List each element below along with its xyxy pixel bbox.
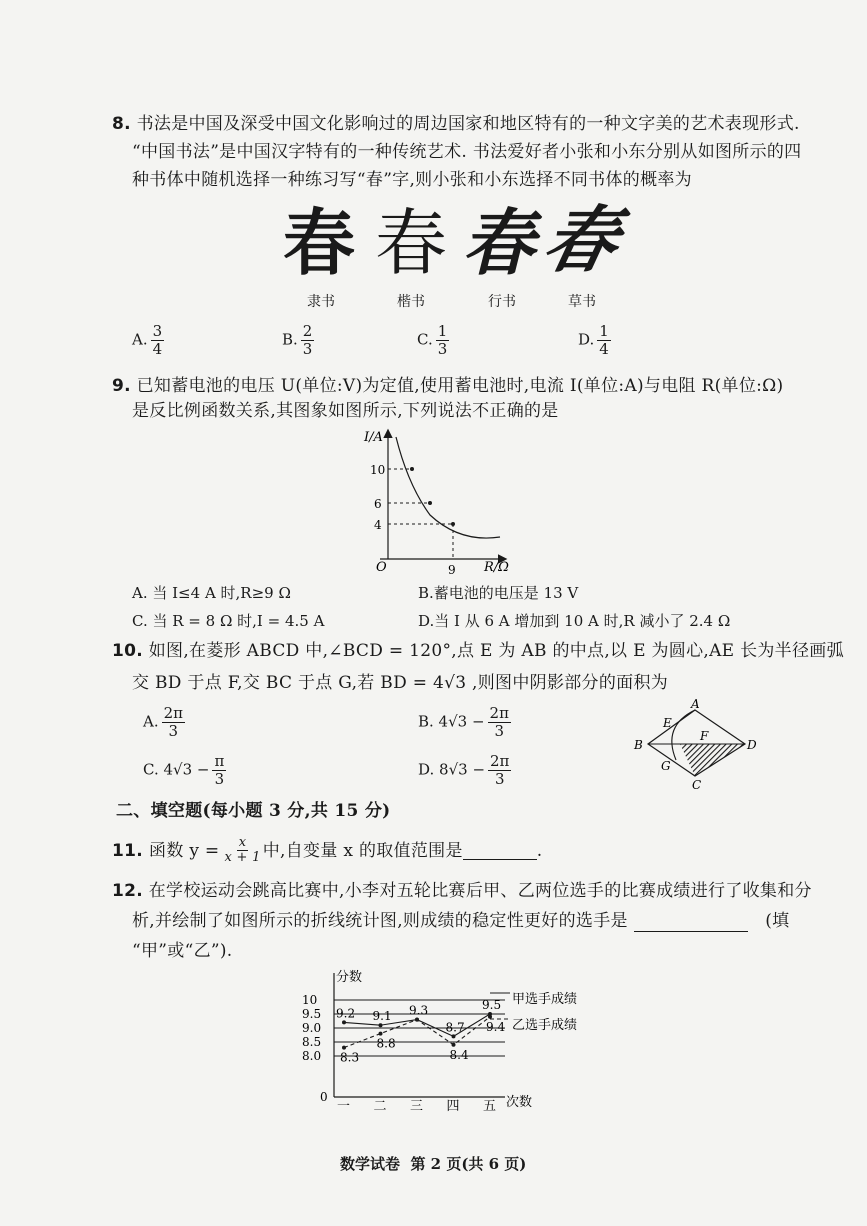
- q11-end: .: [536, 840, 543, 861]
- option-label: C. 4√3 −: [143, 760, 210, 779]
- q9-option-a[interactable]: A. 当 I≤4 A 时,R≥9 Ω: [132, 584, 291, 602]
- chart-x-tick: 一: [337, 1099, 351, 1114]
- origin-label: O: [376, 560, 387, 575]
- option-label: D.: [578, 330, 595, 349]
- q8-option-b[interactable]: [282, 323, 314, 358]
- style-label-caoshu: 草书: [568, 294, 596, 310]
- q8-number: 8.: [112, 114, 131, 134]
- series-point-b: [379, 1032, 383, 1036]
- fraction: [212, 753, 226, 788]
- denominator: 3: [494, 722, 505, 740]
- q9-text-1: 已知蓄电池的电压 U(单位:V)为定值,使用蓄电池时,电流 I(单位:A)与电阻 R(单位:Ω): [136, 376, 784, 396]
- section-2-heading: 二、填空题(每小题 3 分,共 15 分): [116, 801, 391, 821]
- data-label-a: 9.5: [482, 998, 502, 1012]
- score-line-chart: [300, 965, 600, 1115]
- point-e-label: E: [663, 716, 672, 730]
- rhombus-figure: [630, 698, 760, 793]
- calligraphy-lishu: 春: [283, 200, 356, 285]
- numerator: π: [214, 752, 225, 770]
- chart-y-tick: 8.0: [302, 1049, 322, 1063]
- numerator: 2π: [489, 704, 509, 722]
- series-point-a: [379, 1023, 383, 1027]
- point-g-label: G: [661, 759, 671, 773]
- fraction: [301, 323, 315, 358]
- y-tick-4: 4: [374, 518, 382, 532]
- series-point-b: [342, 1046, 346, 1050]
- point-b-label: B: [634, 738, 643, 752]
- numerator: 1: [599, 322, 609, 340]
- q11-answer-blank[interactable]: [463, 841, 537, 860]
- fraction: [488, 705, 511, 740]
- data-label-a: 9.3: [409, 1003, 429, 1018]
- q10-option-a[interactable]: [143, 705, 185, 740]
- chart-x-label: 次数: [506, 1095, 533, 1110]
- denominator: 3: [214, 770, 225, 788]
- q11-fraction: [222, 836, 262, 865]
- numerator: 3: [152, 322, 163, 340]
- q8-option-a[interactable]: [132, 323, 164, 358]
- denominator: 3: [168, 722, 179, 740]
- q10-option-d[interactable]: [418, 753, 511, 788]
- data-label-b: 8.8: [376, 1036, 396, 1051]
- point-10: [410, 467, 414, 471]
- numerator: 2: [302, 322, 313, 340]
- fraction: [488, 753, 511, 788]
- q9-option-b[interactable]: B.蓄电池的电压是 13 V: [418, 584, 579, 602]
- chart-y-tick: 8.5: [302, 1035, 322, 1049]
- shaded-region: [680, 744, 745, 776]
- chart-y-tick: 0: [320, 1090, 328, 1104]
- denominator: 4: [599, 340, 609, 358]
- data-label-a: 9.1: [372, 1009, 392, 1024]
- data-label-a: 8.7: [445, 1020, 465, 1035]
- q11-post: 中,自变量 x 的取值范围是: [262, 840, 463, 861]
- style-label-kaishu: 楷书: [397, 294, 425, 310]
- option-label: B. 4√3 −: [418, 712, 485, 731]
- fraction: [436, 323, 450, 358]
- numerator: 2π: [163, 704, 184, 722]
- fraction: [597, 323, 611, 358]
- option-label: A.: [132, 330, 148, 349]
- numerator: 1: [437, 322, 448, 340]
- series-point-a: [452, 1034, 456, 1038]
- option-label: B.: [282, 330, 298, 349]
- fraction: [162, 705, 185, 740]
- q10-option-c[interactable]: [143, 753, 226, 788]
- denominator: 4: [152, 340, 163, 358]
- numerator: 2π: [490, 752, 510, 770]
- chart-y-tick: 10: [302, 993, 318, 1007]
- q12-number: 12.: [112, 881, 144, 901]
- denominator: 3: [437, 340, 448, 358]
- chart-x-tick: 二: [373, 1099, 387, 1114]
- q9-option-d[interactable]: D.当 I 从 6 A 增加到 10 A 时,R 减小了 2.4 Ω: [418, 612, 731, 630]
- q10-number: 10.: [112, 641, 144, 661]
- q11-pre: 函数 y =: [149, 840, 220, 861]
- point-d-label: D: [747, 738, 757, 752]
- point-c-label: C: [692, 778, 702, 792]
- calligraphy-xingshu: 春: [462, 200, 535, 285]
- option-label: D. 8√3 −: [418, 760, 486, 779]
- q11-number: 11.: [112, 840, 144, 861]
- series-point-b: [452, 1043, 456, 1047]
- chart-x-tick: 五: [483, 1099, 497, 1114]
- y-tick-10: 10: [370, 463, 386, 477]
- q11-line: [112, 836, 542, 865]
- denominator: 3: [494, 770, 505, 788]
- q12-text-2: 析,并绘制了如图所示的折线统计图,则成绩的稳定性更好的选手是: [132, 911, 628, 931]
- x-axis-label: R/Ω: [484, 560, 509, 575]
- chart-x-tick: 四: [446, 1099, 460, 1114]
- series-point-a: [342, 1020, 346, 1024]
- point-6: [428, 501, 432, 505]
- denominator: x + 1: [224, 850, 261, 865]
- q8-option-c[interactable]: [417, 323, 449, 358]
- hyperbola-curve: [396, 437, 500, 538]
- data-label-b: 8.3: [340, 1050, 360, 1065]
- point-a-label: A: [691, 698, 700, 711]
- q9-line1: [112, 375, 784, 397]
- inverse-function-graph: [360, 425, 520, 575]
- q10-text-1: 如图,在菱形 ABCD 中,∠BCD = 120°,点 E 为 AB 的中点,以 E 为圆心,AE 长为半径画弧: [148, 641, 844, 661]
- page-footer: 数学试卷 第 2 页(共 6 页): [340, 1155, 527, 1173]
- legend-series-b: 乙选手成绩: [512, 1018, 578, 1033]
- style-label-lishu: 隶书: [307, 294, 335, 310]
- series-point-b: [415, 1018, 419, 1022]
- chart-x-tick: 三: [410, 1099, 424, 1114]
- q9-line2: 是反比例函数关系,其图象如图所示,下列说法不正确的是: [132, 401, 559, 421]
- option-label: C.: [417, 330, 433, 349]
- fraction: [151, 323, 165, 358]
- q8-text-1: 书法是中国及深受中国文化影响过的周边国家和地区特有的一种文字美的艺术表现形式.: [136, 114, 800, 134]
- q9-option-c[interactable]: C. 当 R = 8 Ω 时,I = 4.5 A: [132, 612, 325, 630]
- q12-text-fill: (填: [765, 911, 790, 931]
- x-tick-9: 9: [448, 563, 456, 575]
- data-label-b: 8.4: [449, 1047, 469, 1062]
- q8-line3: 种书体中随机选择一种练习写“春”字,则小张和小东选择不同书体的概率为: [132, 170, 692, 190]
- y-tick-6: 6: [374, 497, 382, 511]
- q12-line2: [132, 910, 789, 932]
- chart-y-tick: 9.0: [302, 1021, 322, 1035]
- denominator: 3: [302, 340, 313, 358]
- legend-series-a: 甲选手成绩: [512, 992, 578, 1007]
- q12-line3: “甲”或“乙”).: [132, 941, 233, 961]
- data-label-a: 9.2: [336, 1006, 356, 1021]
- y-axis-label: I/A: [364, 430, 383, 445]
- data-label-b: 9.4: [486, 1019, 506, 1034]
- q12-line1: [112, 880, 812, 902]
- q12-text-1: 在学校运动会跳高比赛中,小李对五轮比赛后甲、乙两位选手的比赛成绩进行了收集和分: [148, 881, 812, 901]
- calligraphy-caoshu: 春: [536, 197, 627, 282]
- point-f-label: F: [700, 729, 709, 743]
- q10-option-b[interactable]: [418, 705, 511, 740]
- q8-option-d[interactable]: [578, 323, 611, 358]
- style-label-xingshu: 行书: [488, 294, 516, 310]
- q10-line2: 交 BD 于点 F,交 BC 于点 G,若 BD = 4√3 ,则图中阴影部分的面积为: [132, 673, 669, 693]
- series-point-b: [488, 1015, 492, 1019]
- q10-line1: [112, 640, 844, 662]
- q12-answer-blank[interactable]: [634, 913, 748, 932]
- chart-y-label: 分数: [336, 970, 363, 985]
- chart-y-tick: 9.5: [302, 1007, 322, 1021]
- calligraphy-kaishu: 春: [375, 201, 448, 285]
- q8-line2: “中国书法”是中国汉字特有的一种传统艺术. 书法爱好者小张和小东分别从如图所示的四: [132, 142, 802, 162]
- numerator: x: [238, 835, 247, 850]
- q9-number: 9.: [112, 376, 131, 396]
- point-4: [451, 522, 455, 526]
- option-label: A.: [143, 712, 159, 731]
- q8-line1: [112, 113, 800, 135]
